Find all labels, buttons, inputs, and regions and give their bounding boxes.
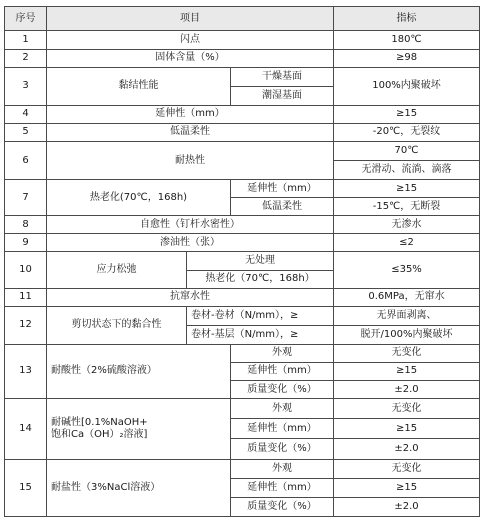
- row-number: 6: [5, 141, 47, 179]
- table-row: [5, 67, 480, 86]
- row-number: 9: [5, 234, 47, 252]
- value-cell: ≥15: [334, 180, 480, 198]
- value-cell: ≥98: [334, 49, 480, 67]
- sub-item-cell: 延伸性（mm）: [231, 419, 334, 439]
- item-cell: 耐盐性（3%NaCl溶液）: [47, 459, 231, 516]
- value-cell: ≥15: [334, 105, 480, 123]
- sub-item-cell: 卷材-卷材（N/mm），≥: [187, 306, 334, 325]
- value-cell: ≤35%: [334, 252, 480, 288]
- item-cell: 应力松弛: [47, 252, 187, 288]
- value-cell: 70℃: [334, 141, 480, 160]
- row-number: 14: [5, 399, 47, 460]
- row-number: 2: [5, 49, 47, 67]
- row-number: 13: [5, 344, 47, 398]
- table-row: [5, 288, 480, 306]
- value-cell: ≤2: [334, 234, 480, 252]
- row-number: 8: [5, 216, 47, 234]
- value-cell: 无滑动、流淌、滴落: [334, 161, 480, 180]
- table-row: [5, 180, 480, 198]
- table-row: [5, 399, 480, 419]
- table-row: [5, 344, 480, 362]
- sub-item-cell: 低温柔性: [231, 198, 334, 216]
- value-cell: ≥15: [334, 419, 480, 439]
- table-row: [5, 234, 480, 252]
- row-number: 4: [5, 105, 47, 123]
- item-cell: 耐酸性（2%硫酸溶液）: [47, 344, 231, 398]
- sub-item-cell: 干燥基面: [231, 67, 334, 86]
- value-cell: 无变化: [334, 399, 480, 419]
- table-header-row: [5, 7, 480, 31]
- item-cell: 低温柔性: [47, 123, 334, 141]
- table-row: [5, 141, 480, 160]
- value-cell: 100%内聚破坏: [334, 67, 480, 105]
- row-number: 5: [5, 123, 47, 141]
- header-item: 项目: [47, 7, 334, 31]
- item-cell: 固体含量（%）: [47, 49, 334, 67]
- item-cell: 剪切状态下的黏合性: [47, 306, 187, 344]
- value-cell: ±2.0: [334, 439, 480, 459]
- table-row: [5, 49, 480, 67]
- sub-item-cell: 质量变化（%）: [231, 497, 334, 516]
- header-index: 指标: [334, 7, 480, 31]
- spec-table: [4, 6, 480, 517]
- header-no: 序号: [5, 7, 47, 31]
- item-line-2: 饱和Ca（OH）₂溶液]: [51, 428, 148, 440]
- item-cell: 闪点: [47, 31, 334, 49]
- table-row: [5, 105, 480, 123]
- item-cell: [47, 399, 231, 460]
- row-number: 1: [5, 31, 47, 49]
- value-cell: ±2.0: [334, 497, 480, 516]
- sub-item-cell: 质量变化（%）: [231, 381, 334, 399]
- sub-item-cell: 延伸性（mm）: [231, 478, 334, 497]
- item-line-1: 耐碱性[0.1%NaOH+: [51, 416, 148, 428]
- row-number: 11: [5, 288, 47, 306]
- row-number: 7: [5, 180, 47, 216]
- value-cell: 无界面剥离、: [334, 306, 480, 325]
- table-row: [5, 252, 480, 270]
- value-cell: ±2.0: [334, 381, 480, 399]
- value-cell: 无变化: [334, 344, 480, 362]
- sub-item-cell: 无处理: [187, 252, 334, 270]
- sub-item-cell: 热老化（70℃，168h）: [187, 270, 334, 288]
- sub-item-cell: 外观: [231, 399, 334, 419]
- item-cell: 热老化(70℃，168h): [47, 180, 231, 216]
- item-cell: 抗窜水性: [47, 288, 334, 306]
- item-cell: 耐热性: [47, 141, 334, 179]
- table-row: [5, 459, 480, 478]
- row-number: 15: [5, 459, 47, 516]
- value-cell: 无变化: [334, 459, 480, 478]
- value-cell: ≥15: [334, 478, 480, 497]
- item-cell: 自愈性（钉杆水密性）: [47, 216, 334, 234]
- sub-item-cell: 延伸性（mm）: [231, 362, 334, 380]
- value-cell: 180℃: [334, 31, 480, 49]
- sub-item-cell: 卷材-基层（N/mm），≥: [187, 325, 334, 344]
- item-cell: 黏结性能: [47, 67, 231, 105]
- sub-item-cell: 质量变化（%）: [231, 439, 334, 459]
- sub-item-cell: 外观: [231, 344, 334, 362]
- table-row: [5, 216, 480, 234]
- value-cell: 0.6MPa，无窜水: [334, 288, 480, 306]
- value-cell: ≥15: [334, 362, 480, 380]
- value-cell: -15℃，无断裂: [334, 198, 480, 216]
- value-cell: 无渗水: [334, 216, 480, 234]
- row-number: 12: [5, 306, 47, 344]
- table-row: [5, 123, 480, 141]
- row-number: 3: [5, 67, 47, 105]
- row-number: 10: [5, 252, 47, 288]
- value-cell: -20℃，无裂纹: [334, 123, 480, 141]
- sub-item-cell: 延伸性（mm）: [231, 180, 334, 198]
- item-cell: 延伸性（mm）: [47, 105, 334, 123]
- sub-item-cell: 潮湿基面: [231, 86, 334, 105]
- value-cell: 脱开/100%内聚破坏: [334, 325, 480, 344]
- table-row: [5, 306, 480, 325]
- table-row: [5, 31, 480, 49]
- sub-item-cell: 外观: [231, 459, 334, 478]
- item-cell: 渗油性（张）: [47, 234, 334, 252]
